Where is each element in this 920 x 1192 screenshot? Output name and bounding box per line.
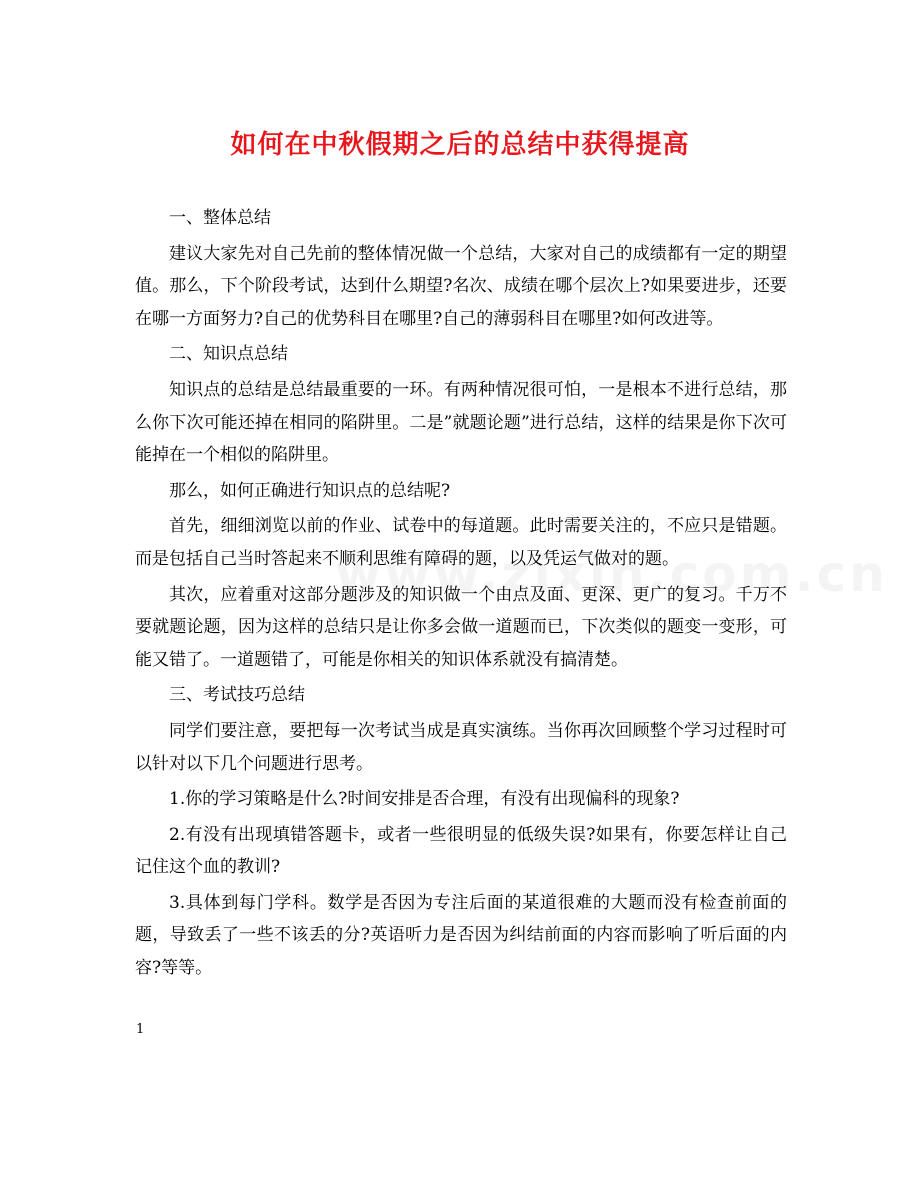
paragraph: 建议大家先对自己先前的整体情况做一个总结，大家对自己的成绩都有一定的期望值。那么，下个阶段考试，达到什么期望?名次、成绩在哪个层次上?如果要进步，还要在哪一方面努力?自己的优势科目在哪里?自己的薄弱科目在哪里?如何改进等。 <box>135 243 787 329</box>
list-item: 2.有没有出现填错答题卡，或者一些很明显的低级失误?如果有，你要怎样让自己记住这个血的教训? <box>135 824 787 878</box>
paragraph: 其次，应着重对这部分题涉及的知识做一个由点及面、更深、更广的复习。千万不要就题论题，因为这样的总结只是让你多会做一道题而已，下次类似的题变一变形，可能又错了。一道题错了，可能是你相关的知识体系就没有搞清楚。 <box>135 584 787 670</box>
document-body <box>135 202 787 988</box>
paragraph: 同学们要注意，要把每一次考试当成是真实演练。当你再次回顾整个学习过程时可以针对以下几个问题进行思考。 <box>135 720 787 774</box>
section-heading-overall: 一、整体总结 <box>169 208 271 228</box>
paragraph: 知识点的总结是总结最重要的一环。有两种情况很可怕，一是根本不进行总结，那么你下次可能还掉在相同的陷阱里。二是”就题论题”进行总结，这样的结果是你下次可能掉在一个相似的陷阱里。 <box>135 379 787 466</box>
paragraph: 那么，如何正确进行知识点的总结呢? <box>169 480 451 501</box>
list-item: 1.你的学习策略是什么?时间安排是否合理，有没有出现偏科的现象? <box>169 789 680 810</box>
document-title: 如何在中秋假期之后的总结中获得提高 <box>230 130 690 160</box>
section-heading-knowledge: 二、知识点总结 <box>169 344 288 365</box>
list-item: 3.具体到每门学科。数学是否因为专注后面的某道很难的大题而没有检查前面的题，导致丢了一些不该丢的分?英语听力是否因为纠结前面的内容而影响了听后面的内容?等等。 <box>135 892 787 979</box>
page-number: 1 <box>136 1022 145 1037</box>
section-heading-exam-skills: 三、考试技巧总结 <box>169 685 305 706</box>
paragraph: 首先，细细浏览以前的作业、试卷中的每道题。此时需要关注的，不应只是错题。而是包括自己当时答起来不顺利思维有障碍的题，以及凭运气做对的题。 <box>135 516 787 569</box>
